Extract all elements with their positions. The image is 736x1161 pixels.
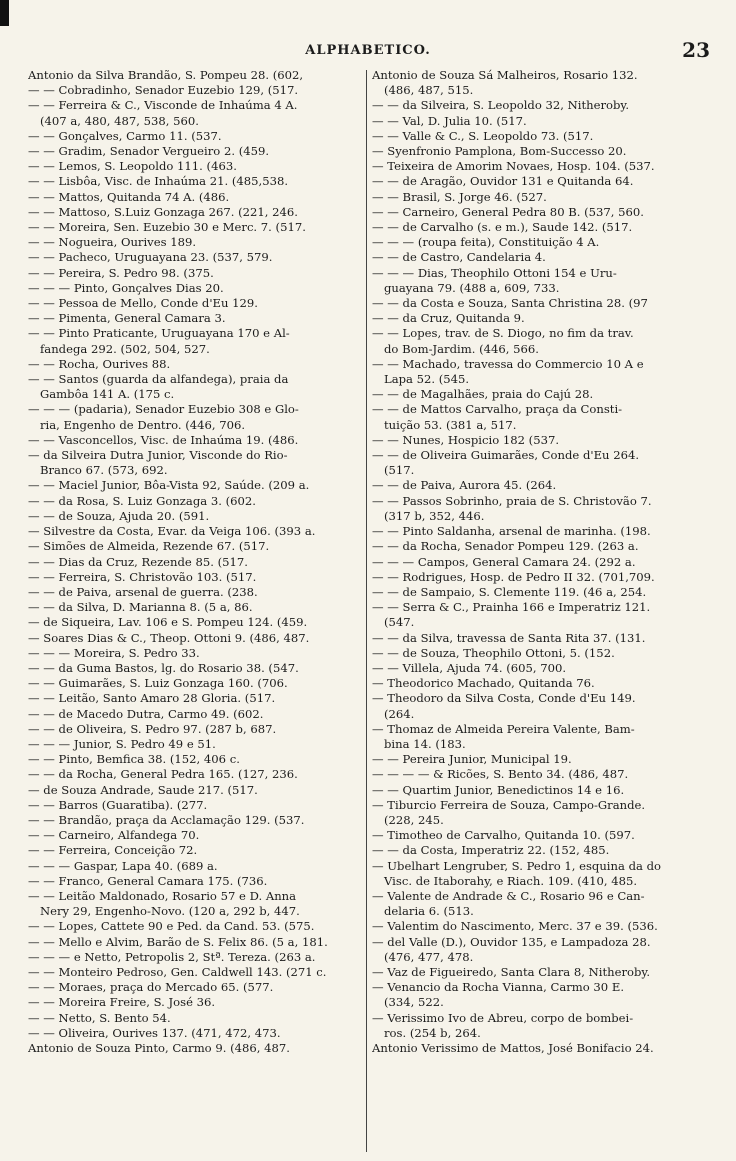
directory-entry: — — — e Netto, Petropolis 2, Stª. Tereza. (263 a. [28, 949, 316, 964]
entry-continuation-line: bina 14. (183. [384, 736, 466, 751]
entry-continuation-line: Visc. de Itaborahy, e Riach. 109. (410, 485. [384, 873, 638, 888]
directory-entry: — — — Dias, Theophilo Ottoni 154 e Uru- [372, 265, 617, 280]
directory-entry: — — Moraes, praça do Mercado 65. (577. [28, 980, 274, 995]
directory-entry: — — Valle & C., S. Leopoldo 73. (517. [372, 128, 594, 143]
directory-entry: — — da Silva, travessa de Santa Rita 37. (131. [372, 630, 646, 645]
binding-edge-mark [0, 0, 9, 26]
directory-entry: — — Monteiro Pedroso, Gen. Caldwell 143. (271 c. [28, 964, 327, 979]
directory-entry: — — Pinto Saldanha, arsenal de marinha. (198. [372, 524, 651, 539]
directory-entry: — — de Castro, Candelaria 4. [372, 250, 546, 265]
directory-entry: — — de Paiva, Aurora 45. (264. [372, 478, 557, 493]
directory-entry: — — Maciel Junior, Bôa-Vista 92, Saúde. (209 a. [28, 478, 310, 493]
directory-entry: — — Machado, travessa do Commercio 10 A e [372, 356, 644, 371]
directory-entry: — Valente de Andrade & C., Rosario 96 e Can- [372, 888, 645, 903]
entry-continuation-line: (407 a, 480, 487, 538, 560. [40, 113, 199, 128]
directory-entry: — — Mello e Alvim, Barão de S. Felix 86. (5 a, 181. [28, 934, 328, 949]
directory-entry: — de Siqueira, Lav. 106 e S. Pompeu 124. (459. [28, 615, 308, 630]
directory-entry: — — de Mattos Carvalho, praça da Consti- [372, 402, 623, 417]
directory-entry: — — Gradim, Senador Vergueiro 2. (459. [28, 144, 270, 159]
directory-entry: — — Pereira, S. Pedro 98. (375. [28, 265, 214, 280]
directory-entry: — — Villela, Ajuda 74. (605, 700. [372, 660, 567, 675]
directory-entry: — — Serra & C., Prainha 166 e Imperatriz 121. [372, 600, 651, 615]
entry-continuation-line: (264. [384, 706, 415, 721]
entry-continuation-line: (486, 487, 515. [384, 83, 474, 98]
entry-continuation-line: delaria 6. (513. [384, 904, 474, 919]
directory-entry: — — Guimarães, S. Luiz Gonzaga 160. (706. [28, 676, 288, 691]
directory-entry: — — Vasconcellos, Visc. de Inhaúma 19. (486. [28, 432, 299, 447]
directory-entry: — — Santos (guarda da alfandega), praia da [28, 372, 289, 387]
directory-entry: — — de Macedo Dutra, Carmo 49. (602. [28, 706, 264, 721]
directory-entry: — — da Rocha, General Pedra 165. (127, 236. [28, 767, 298, 782]
directory-entry: — — — Junior, S. Pedro 49 e 51. [28, 736, 216, 751]
column-divider [366, 70, 367, 1152]
directory-entry: — — Pereira Junior, Municipal 19. [372, 752, 572, 767]
directory-entry: — — — (padaria), Senador Euzebio 308 e Glo- [28, 402, 299, 417]
directory-entry: — Verissimo Ivo de Abreu, corpo de bombei- [372, 1010, 634, 1025]
directory-entry: — — — (roupa feita), Constituição 4 A. [372, 235, 600, 250]
directory-entry: — — da Cruz, Quitanda 9. [372, 311, 525, 326]
directory-entry: — Soares Dias & C., Theop. Ottoni 9. (486, 487. [28, 630, 310, 645]
directory-entry: — — — Moreira, S. Pedro 33. [28, 645, 200, 660]
directory-entry: — — Nogueira, Ourives 189. [28, 235, 197, 250]
entry-continuation-line: fandega 292. (502, 504, 527. [40, 341, 210, 356]
directory-entry: — Teixeira de Amorim Novaes, Hosp. 104. (537. [372, 159, 655, 174]
directory-entry: — — Brasil, S. Jorge 46. (527. [372, 189, 547, 204]
directory-entry: — Vaz de Figueiredo, Santa Clara 8, Nitheroby. [372, 964, 651, 979]
directory-entry: — Simões de Almeida, Rezende 67. (517. [28, 539, 270, 554]
directory-entry: — Timotheo de Carvalho, Quitanda 10. (597. [372, 828, 635, 843]
directory-entry: — — de Magalhães, praia do Cajú 28. [372, 387, 594, 402]
directory-entry: — — de Sampaio, S. Clemente 119. (46 a, 254. [372, 584, 647, 599]
directory-entry: — Valentim do Nascimento, Merc. 37 e 39. (536. [372, 919, 658, 934]
directory-entry: — — Leitão Maldonado, Rosario 57 e D. Anna [28, 888, 297, 903]
entry-continuation-line: Branco 67. (573, 692. [40, 463, 168, 478]
directory-entry: — Thomaz de Almeida Pereira Valente, Bam- [372, 721, 635, 736]
directory-entry: — — Cobradinho, Senador Euzebio 129, (517. [28, 83, 299, 98]
directory-entry: — — Moreira, Sen. Euzebio 30 e Merc. 7. (517. [28, 220, 306, 235]
directory-entry: — — — Gaspar, Lapa 40. (689 a. [28, 858, 218, 873]
entry-continuation-line: Gambôa 141 A. (175 c. [40, 387, 175, 402]
directory-entry: — — Franco, General Camara 175. (736. [28, 873, 268, 888]
directory-entry: — del Valle (D.), Ouvidor 135, e Lampadoza 28. [372, 934, 651, 949]
directory-entry: Antonio Verissimo de Mattos, José Bonifacio 24. [372, 1041, 654, 1055]
directory-entry: — — Lopes, Cattete 90 e Ped. da Cand. 53. (575. [28, 919, 315, 934]
directory-entry: — — de Souza, Ajuda 20. (591. [28, 508, 210, 523]
directory-entry: — — Mattoso, S.Luiz Gonzaga 267. (221, 246. [28, 204, 298, 219]
directory-entry: — — de Souza, Theophilo Ottoni, 5. (152. [372, 645, 615, 660]
entry-continuation-line: Lapa 52. (545. [384, 372, 470, 387]
directory-entry: — — Barros (Guaratiba). (277. [28, 797, 208, 812]
page-header-title: ALPHABETICO. [305, 43, 431, 58]
directory-entry: — — Quartim Junior, Benedictinos 14 e 16. [372, 782, 625, 797]
entry-continuation-line: (547. [384, 615, 415, 630]
directory-entry: — — da Costa e Souza, Santa Christina 28. (97 [372, 296, 648, 311]
directory-entry: — da Silveira Dutra Junior, Visconde do Rio- [28, 448, 288, 463]
directory-entry: — — de Paiva, arsenal de guerra. (238. [28, 584, 258, 599]
directory-entry: — — Moreira Freire, S. José 36. [28, 995, 216, 1010]
entry-continuation-line: tuição 53. (381 a, 517. [384, 417, 517, 432]
directory-entry: Antonio de Souza Sá Malheiros, Rosario 132. [372, 68, 638, 82]
directory-entry: — — — Campos, General Camara 24. (292 a. [372, 554, 636, 569]
directory-entry: — — Pinto Praticante, Uruguayana 170 e Al- [28, 326, 290, 341]
entry-continuation-line: ros. (254 b, 264. [384, 1025, 481, 1040]
directory-entry: — — Dias da Cruz, Rezende 85. (517. [28, 554, 248, 569]
directory-entry: — — da Rocha, Senador Pompeu 129. (263 a. [372, 539, 639, 554]
directory-entry: — — Lemos, S. Leopoldo 111. (463. [28, 159, 237, 174]
directory-entry: — — da Silveira, S. Leopoldo 32, Nitheroby. [372, 98, 630, 113]
directory-entry: — — Pacheco, Uruguayana 23. (537, 579. [28, 250, 273, 265]
directory-entry: — — Pessoa de Mello, Conde d'Eu 129. [28, 296, 258, 311]
directory-entry: — — de Aragão, Ouvidor 131 e Quitanda 64. [372, 174, 634, 189]
directory-entry: — — — — & Ricões, S. Bento 34. (486, 487. [372, 767, 629, 782]
directory-entry: — Theodorico Machado, Quitanda 76. [372, 676, 595, 691]
directory-entry: — — Nunes, Hospicio 182 (537. [372, 432, 560, 447]
directory-entry: — — da Guma Bastos, lg. do Rosario 38. (547. [28, 660, 299, 675]
directory-entry: — — Ferreira, S. Christovão 103. (517. [28, 569, 257, 584]
directory-entry: — — Rodrigues, Hosp. de Pedro II 32. (701,709. [372, 569, 655, 584]
directory-entry: — Silvestre da Costa, Evar. da Veiga 106. (393 a. [28, 524, 316, 539]
right-column [372, 68, 710, 1156]
directory-entry: — — Carneiro, General Pedra 80 B. (537, 560. [372, 204, 644, 219]
directory-entry: — — da Silva, D. Marianna 8. (5 a, 86. [28, 600, 253, 615]
directory-entry: — — Rocha, Ourives 88. [28, 356, 171, 371]
entry-continuation-line: do Bom-Jardim. (446, 566. [384, 341, 539, 356]
entry-continuation-line: ria, Engenho de Dentro. (446, 706. [40, 417, 246, 432]
entry-continuation-line: (317 b, 352, 446. [384, 508, 485, 523]
directory-entry: — de Souza Andrade, Saude 217. (517. [28, 782, 258, 797]
entry-continuation-line: (517. [384, 463, 415, 478]
directory-entry: — — Lisbôa, Visc. de Inhaúma 21. (485,538. [28, 174, 289, 189]
directory-entry: — — Lopes, trav. de S. Diogo, no fim da trav. [372, 326, 634, 341]
directory-entry: — — Carneiro, Alfandega 70. [28, 828, 200, 843]
directory-entry: — — Pimenta, General Camara 3. [28, 311, 226, 326]
directory-entry: — Tiburcio Ferreira de Souza, Campo-Grande. [372, 797, 646, 812]
directory-entry: — — da Costa, Imperatriz 22. (152, 485. [372, 843, 610, 858]
directory-entry: — — Passos Sobrinho, praia de S. Christovão 7. [372, 493, 652, 508]
directory-entry: — — Ferreira & C., Visconde de Inhaúma 4 A. [28, 98, 298, 113]
directory-entry: — Theodoro da Silva Costa, Conde d'Eu 149. [372, 691, 636, 706]
directory-entry: — Syenfronio Pamplona, Bom-Successo 20. [372, 144, 627, 159]
entry-continuation-line: (476, 477, 478. [384, 949, 474, 964]
directory-entry: — — de Carvalho (s. e m.), Saude 142. (517. [372, 220, 633, 235]
directory-entry: — — Pinto, Bemfica 38. (152, 406 c. [28, 752, 240, 767]
directory-entry: — — Val, D. Julia 10. (517. [372, 113, 527, 128]
directory-entry: — — de Oliveira, S. Pedro 97. (287 b, 687. [28, 721, 277, 736]
directory-entry: — Venancio da Rocha Vianna, Carmo 30 E. [372, 980, 625, 995]
directory-entry: — — Mattos, Quitanda 74 A. (486. [28, 189, 230, 204]
left-column [28, 68, 366, 1156]
directory-entry: — — Oliveira, Ourives 137. (471, 472, 473. [28, 1025, 281, 1040]
directory-entry: — — Gonçalves, Carmo 11. (537. [28, 128, 222, 143]
entry-continuation-line: guayana 79. (488 a, 609, 733. [384, 280, 560, 295]
page-number: 23 [682, 38, 710, 62]
directory-entry: — — Leitão, Santo Amaro 28 Gloria. (517. [28, 691, 276, 706]
entry-continuation-line: (228, 245. [384, 812, 444, 827]
directory-entry: — — Brandão, praça da Acclamação 129. (537. [28, 812, 305, 827]
directory-entry: — — Ferreira, Conceição 72. [28, 843, 198, 858]
entry-continuation-line: Nery 29, Engenho-Novo. (120 a, 292 b, 447. [40, 904, 300, 919]
directory-entry: Antonio de Souza Pinto, Carmo 9. (486, 487. [28, 1041, 290, 1055]
directory-entry: — — Netto, S. Bento 54. [28, 1010, 171, 1025]
directory-entry: — — da Rosa, S. Luiz Gonzaga 3. (602. [28, 493, 256, 508]
directory-entry: — — — Pinto, Gonçalves Dias 20. [28, 280, 224, 295]
directory-entry: Antonio da Silva Brandão, S. Pompeu 28. (602, [28, 68, 304, 82]
directory-entry: — Ubelhart Lengruber, S. Pedro 1, esquina da do [372, 858, 661, 873]
directory-entry: — — de Oliveira Guimarães, Conde d'Eu 264. [372, 448, 640, 463]
entry-continuation-line: (334, 522. [384, 995, 444, 1010]
